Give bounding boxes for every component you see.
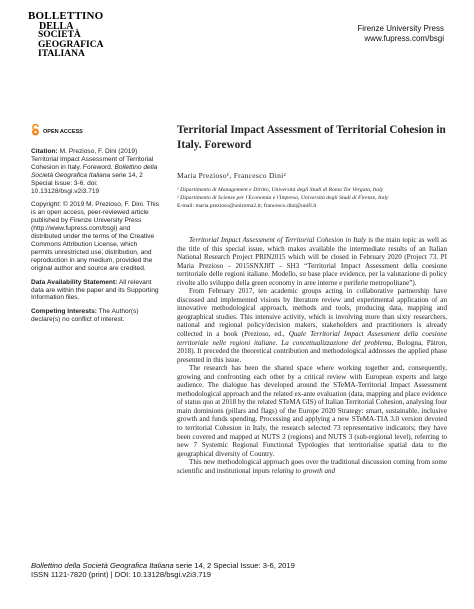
- competing-interests-text: The Author(s) declare(s) no conflict of interest.: [31, 308, 139, 324]
- journal-logo: [28, 12, 148, 60]
- data-availability-label: Data Availability Statement:: [31, 278, 118, 286]
- publisher-url[interactable]: www.fupress.com/bsgi: [364, 34, 444, 43]
- logo-line-4: ITALIANA: [38, 49, 85, 59]
- article-title: Territorial Impact Assessment of Territorial Cohesion in Italy. Foreword: [177, 124, 446, 151]
- publisher-info: [357, 24, 444, 44]
- copyright-block: [31, 201, 159, 272]
- author-email[interactable]: E-mail: maria.prezioso@uniroma2.it; francesco.dini@unifi.it: [177, 203, 317, 209]
- affiliation-1: ¹ Dipartimento di Management e Diritto, Università degli Studi di Roma Tor Vergata, Italy: [177, 187, 384, 193]
- competing-interests-label: Competing Interests:: [31, 308, 97, 316]
- article-body: [177, 236, 447, 475]
- competing-interests-block: [31, 308, 159, 324]
- copyright-text: Copyright: © 2019 M. Prezioso, F. Dini. This is an open access, peer-reviewed article published by Firenze University Press (http://www.fupress.com/bsgi) and distributed under the terms of the Creative Commons Attribution License, which permits unrestricted use, distribution, and reproduction in any medium, provided the original author and source are credited.: [31, 201, 159, 272]
- article-authors: Maria Prezioso¹, Francesco Dini²: [177, 171, 287, 180]
- article-sidebar: [31, 148, 159, 330]
- footer-line-1: [31, 561, 441, 570]
- paragraph-2-rest: , Bologna, Pàtron, 2018). It preceded the theoretical contribution and methodological addresses the applied phase presented in this issue.: [177, 338, 447, 364]
- open-access-lock-icon: [31, 123, 40, 141]
- affiliations: [177, 186, 447, 210]
- paragraph-1: [177, 236, 447, 287]
- publisher-name: Firenze University Press: [357, 24, 444, 33]
- paragraph-4: [177, 458, 447, 475]
- logo-line-2: DELLA: [39, 20, 74, 32]
- footer-issue: serie 14, 2 Special Issue: 3-6, 2019: [173, 561, 295, 570]
- citation-rest: serie 14, 2 Special Issue: 3-6. doi: 10.13128/bsgi.v2i3.719: [31, 171, 143, 195]
- paragraph-1-italic: Territorial Impact Assessment of Territorial Cohesion in Italy: [189, 236, 367, 244]
- data-availability-block: [31, 279, 159, 303]
- paragraph-2-text: From February 2017, ten academic groups acting in collaborative partnership have discussed and implemented visions by literature review and experimental application of an innovative methodological approach, methods and tools, producing data, mapping and geographical studies. This intensive activity, which is involving more than sixty researchers, national and regional policy/decision makers, stakeholders and practitioners is already collected in a book (Prezioso, ed.,: [177, 287, 447, 339]
- paragraph-2-italic: Quale Territorial Impact Assessment della coesione territoriale nelle regioni italiane. La concettualizzazione del problema: [177, 330, 447, 347]
- paragraph-1-text: is the main topic as well as the title of this special issue, which makes available the intermediate results of an Italian National Research Project PRIN2015 which will be closed in February 2020 (Project 73. PI Maria Prezioso - 2015SNXJ8T - SH3 “Territorial Impact Assessment della coesione territoriale delle regioni italiane. Modello, su base place evidence, per la valutazione di policy rivolte allo sviluppo della green economy in aree interne e periferie metropolitane”).: [177, 236, 447, 287]
- paragraph-3-text: The research has been the shared space where working together and, consequently, growing and confronting each other by a critical review with European experts and large audience. The dialogue has developed around the STeMA-Territorial Impact Assessment methodological approach and the related ex-ante evaluation (data, mapping and place evidence of status quo at 2018 by the related STeMA GIS) of Italian Territorial Cohesion, analysing four main dominions (pillars and flags) of the Europe 2020 Strategy: smart, sustainable, inclusive growth and funds spending. Processing and applying a new STeMA-TIA 3.0 version devoted to territorial Cohesion in Italy, the research selected 73 representative indicators; they have been covered and mapped at NUTS 2 (regions) and NUTS 3 (sub-regional level), referring to new 7 Systemic Regional Functional Typologies that territorialise spatial data to the geographical diversity of Country.: [177, 364, 447, 458]
- paragraph-3: [177, 364, 447, 458]
- paragraph-4-italic: relating to growth and: [271, 466, 336, 475]
- citation-journal: Bollettino della Società Geografica Italiana: [31, 163, 158, 179]
- data-availability-text: All relevant data are within the paper and its Supporting Information files.: [31, 278, 159, 302]
- footer-journal: Bollettino della Società Geografica Italiana: [31, 561, 174, 570]
- logo-line-3: SOCIETÀ GEOGRAFICA: [38, 30, 104, 50]
- page-footer: [31, 561, 441, 580]
- citation-text: M. Prezioso, F. Dini (2019) Territorial Impact Assessment of Territorial Cohesion in Italy. Foreword.: [31, 148, 154, 171]
- logo-line-1: BOLLETTINO: [28, 10, 104, 22]
- citation-block: [31, 148, 159, 195]
- open-access-badge: [31, 123, 83, 141]
- open-access-label: OPEN ACCESS: [43, 129, 83, 135]
- footer-line-2: ISSN 1121-7820 (print) | DOI: 10.13128/bsgi.v2i3.719: [31, 570, 211, 580]
- citation-label: Citation:: [31, 148, 58, 155]
- affiliation-2: ² Dipartimento di Scienze per l'Economia e l'Impresa, Università degli Studi di Firenze, Italy: [177, 195, 389, 201]
- paragraph-2: [177, 287, 447, 364]
- paragraph-4-text: This new methodological approach goes over the traditional discussion coming from some scientific and institutional inputs: [177, 458, 447, 475]
